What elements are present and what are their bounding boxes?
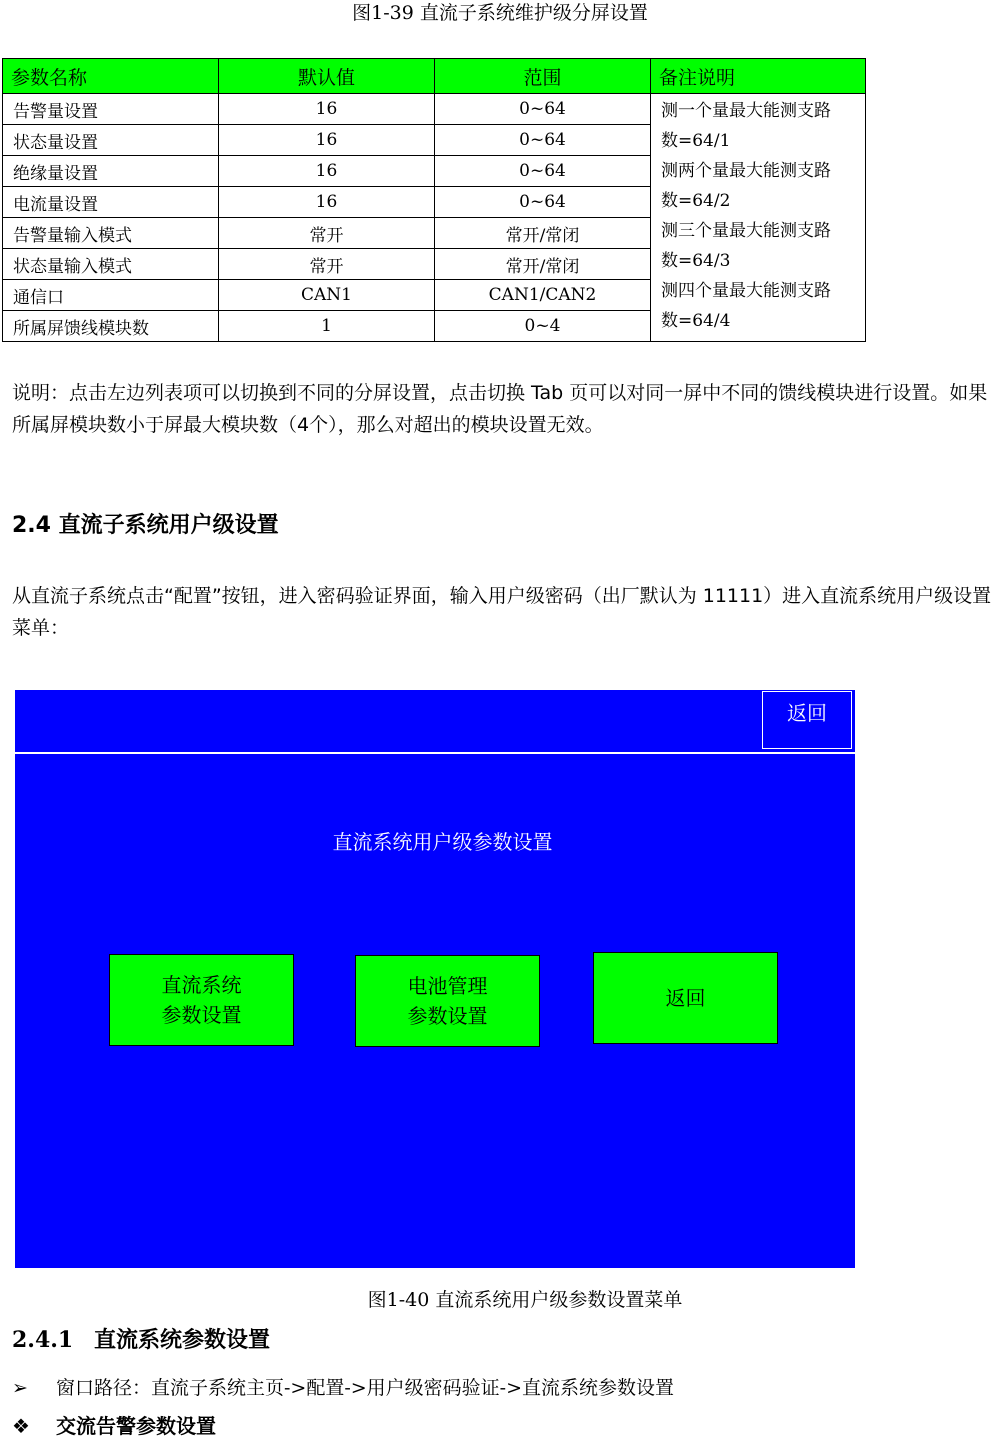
cell-param: 通信口 — [3, 280, 219, 311]
cell-default: 常开 — [219, 218, 435, 249]
section-title: 直流系统参数设置 — [94, 1328, 271, 1353]
cell-param: 告警量设置 — [3, 94, 219, 125]
note-line: 测一个量最大能测支路 — [661, 101, 831, 121]
cell-range: 0~4 — [435, 311, 651, 342]
parameter-table — [2, 58, 866, 342]
button-label-line: 直流系统 — [161, 973, 242, 997]
window-path-item — [12, 1374, 674, 1402]
dc-system-params-button[interactable] — [109, 954, 294, 1046]
note-line: 数=64/2 — [661, 191, 731, 211]
cell-param: 所属屏馈线模块数 — [3, 311, 219, 342]
cell-notes — [651, 94, 866, 342]
header-notes: 备注说明 — [651, 59, 866, 94]
cell-default: 16 — [219, 156, 435, 187]
hmi-screen — [15, 690, 855, 1268]
hmi-back-button[interactable] — [593, 952, 778, 1044]
hmi-top-bar — [15, 690, 855, 754]
button-label-line: 参数设置 — [407, 1004, 488, 1028]
hmi-back-top-button[interactable]: 返回 — [762, 691, 852, 749]
header-param-name: 参数名称 — [3, 59, 219, 94]
note-line: 数=64/1 — [661, 131, 731, 151]
cell-param: 告警量输入模式 — [3, 218, 219, 249]
header-range: 范围 — [435, 59, 651, 94]
section-heading-2-4-1 — [12, 1325, 270, 1356]
cell-range: 常开/常闭 — [435, 249, 651, 280]
note-line: 数=64/3 — [661, 251, 731, 271]
figure-caption-1-40: 图1-40 直流系统用户级参数设置菜单 — [367, 1289, 683, 1311]
cell-default: 1 — [219, 311, 435, 342]
cell-range: 0~64 — [435, 125, 651, 156]
cell-param: 状态量输入模式 — [3, 249, 219, 280]
note-line: 数=64/4 — [661, 311, 731, 331]
cell-param: 绝缘量设置 — [3, 156, 219, 187]
battery-params-button[interactable] — [355, 955, 540, 1047]
figure-caption-1-39: 图1-39 直流子系统维护级分屏设置 — [352, 2, 648, 24]
intro-paragraph: 从直流子系统点击“配置”按钮，进入密码验证界面，输入用户级密码（出厂默认为 11111）进入直流系统用户级设置菜单： — [12, 585, 992, 639]
button-label-line: 电池管理 — [407, 974, 488, 998]
arrow-bullet-icon: ➢ — [12, 1377, 28, 1399]
note-line: 测三个量最大能测支路 — [661, 221, 831, 241]
cell-default: 16 — [219, 125, 435, 156]
description-paragraph: 说明：点击左边列表项可以切换到不同的分屏设置，点击切换 Tab 页可以对同一屏中不同的馈线模块进行设置。如果所属屏模块数小于屏最大模块数（4个），那么对超出的模块设置无效。 — [12, 382, 988, 436]
table-row — [3, 94, 866, 125]
cell-param: 状态量设置 — [3, 125, 219, 156]
button-label-line: 参数设置 — [161, 1003, 242, 1027]
cell-range: 0~64 — [435, 94, 651, 125]
note-line: 测四个量最大能测支路 — [661, 281, 831, 301]
diamond-bullet-icon: ❖ — [12, 1414, 30, 1438]
cell-default: 16 — [219, 94, 435, 125]
cell-default: 常开 — [219, 249, 435, 280]
cell-range: 0~64 — [435, 156, 651, 187]
window-path-text: 窗口路径：直流子系统主页->配置->用户级密码验证->直流系统参数设置 — [56, 1377, 675, 1399]
header-default: 默认值 — [219, 59, 435, 94]
hmi-title: 直流系统用户级参数设置 — [332, 830, 553, 854]
note-line: 测两个量最大能测支路 — [661, 161, 831, 181]
cell-default: 16 — [219, 187, 435, 218]
section-number: 2.4.1 — [12, 1327, 74, 1353]
cell-default: CAN1 — [219, 280, 435, 311]
cell-param: 电流量设置 — [3, 187, 219, 218]
cell-range: 常开/常闭 — [435, 218, 651, 249]
ac-alarm-heading-text: 交流告警参数设置 — [56, 1414, 216, 1438]
ac-alarm-heading — [12, 1412, 216, 1440]
section-heading-2-4: 2.4 直流子系统用户级设置 — [12, 513, 279, 538]
cell-range: CAN1/CAN2 — [435, 280, 651, 311]
button-label: 返回 — [665, 986, 706, 1010]
cell-range: 0~64 — [435, 187, 651, 218]
table-header-row — [3, 59, 866, 94]
